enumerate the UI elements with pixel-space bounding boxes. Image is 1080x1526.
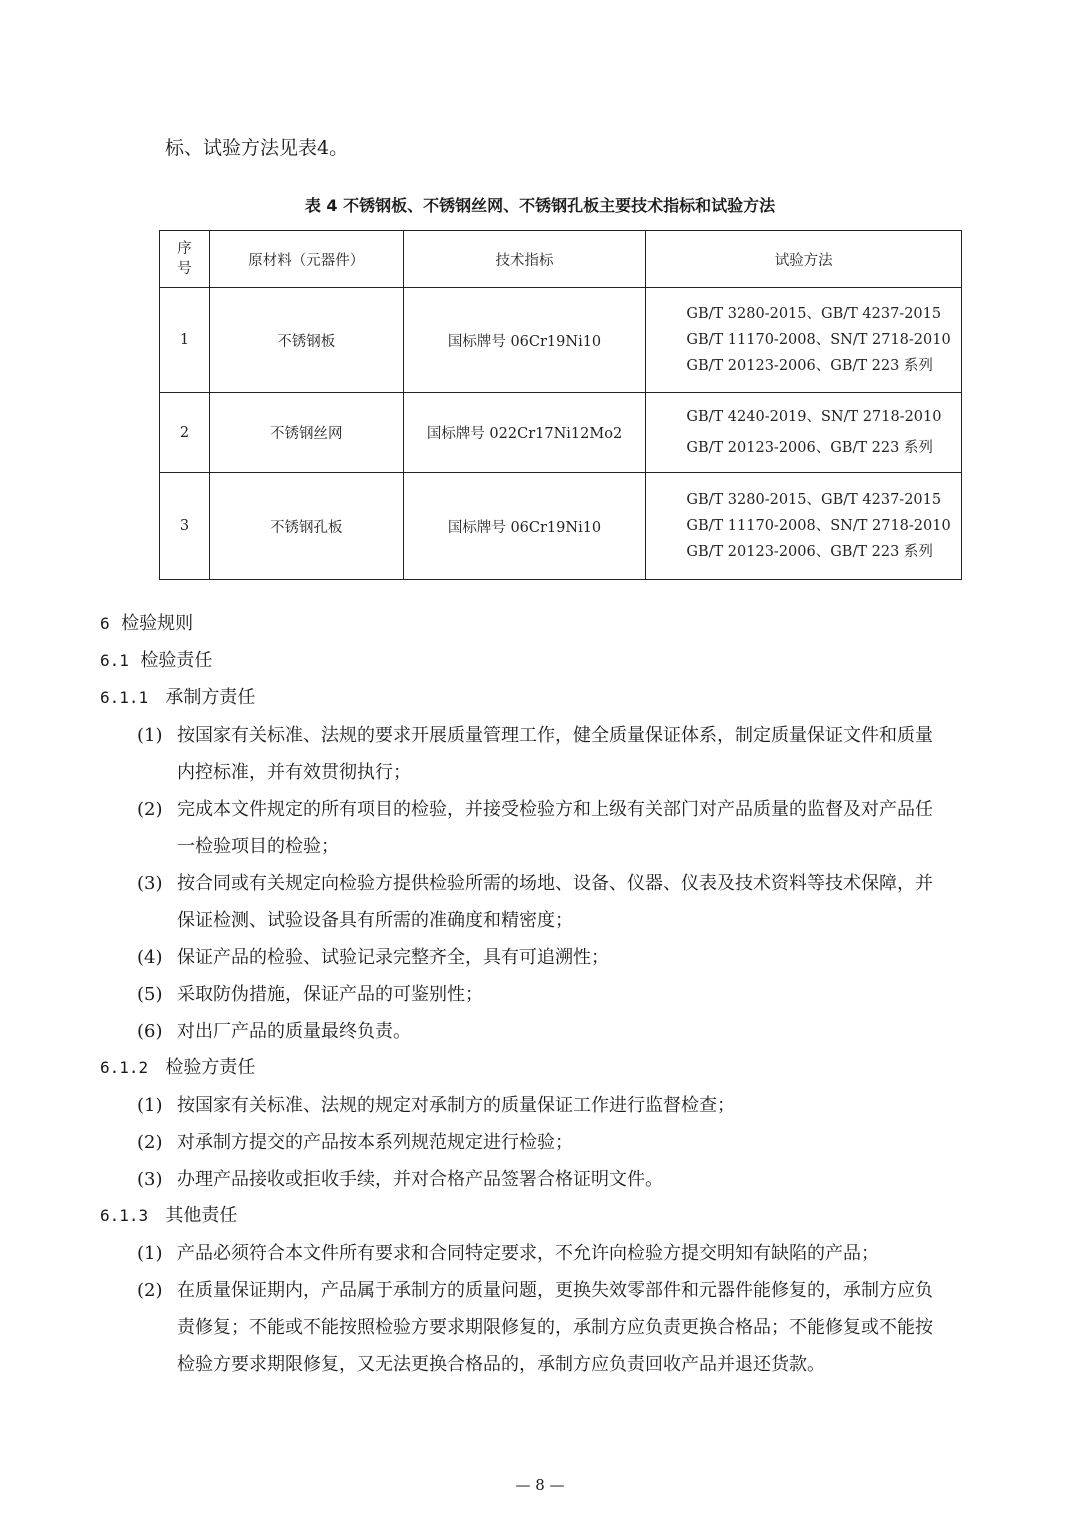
method-line: GB/T 20123-2006、GB/T 223 系列 xyxy=(686,544,933,560)
cell-method xyxy=(646,393,962,473)
table-caption: 表 4 不锈钢板、不锈钢丝网、不锈钢孔板主要技术指标和试验方法 xyxy=(304,196,776,215)
list-item: (5) 采取防伪措施，保证产品的可鉴别性； xyxy=(137,984,483,1005)
cell-seq: 2 xyxy=(160,393,210,473)
list-item: (2) 在质量保证期内，产品属于承制方的质量问题，更换失效零部件和元器件能修复的，承制方应负 责修复；不能或不能按照检验方要求期限修复的，承制方应负责更换合格品；不能修复或不能按 检验方要求期限修复，又无法更换合格品的，承制方应负责回收产品并退还货款。 xyxy=(137,1280,933,1375)
page-number: — 8 — xyxy=(515,1476,565,1494)
header-seq: 序号 xyxy=(160,231,210,288)
header-material: 原材料（元器件） xyxy=(209,231,403,288)
list-item: (1) 按国家有关标准、法规的要求开展质量管理工作，健全质量保证体系，制定质量保证文件和质量 内控标准，并有效贯彻执行； xyxy=(137,725,933,783)
section-6-1-heading: 6.1 检验责任 xyxy=(100,650,213,671)
spec-table xyxy=(159,230,962,580)
table-row xyxy=(160,288,962,393)
header-method: 试验方法 xyxy=(646,231,962,288)
list-item: (3) 办理产品接收或拒收手续，并对合格产品签署合格证明文件。 xyxy=(137,1169,663,1190)
section-6-1-1-heading: 6.1.1 承制方责任 xyxy=(100,687,256,708)
list-item: (1) 按国家有关标准、法规的规定对承制方的质量保证工作进行监督检查； xyxy=(137,1095,735,1116)
cell-material: 不锈钢板 xyxy=(209,288,403,393)
cell-spec: 国标牌号 06Cr19Ni10 xyxy=(403,288,646,393)
section-6-heading: 6 检验规则 xyxy=(100,613,194,634)
list-item: (2) 完成本文件规定的所有项目的检验，并接受检验方和上级有关部门对产品质量的监督及对产品任 一检验项目的检验； xyxy=(137,799,933,857)
method-line: GB/T 20123-2006、GB/T 223 系列 xyxy=(686,439,933,456)
method-line: GB/T 11170-2008、SN/T 2718-2010 xyxy=(686,332,951,348)
cell-method xyxy=(646,288,962,393)
method-line: GB/T 3280-2015、GB/T 4237-2015 xyxy=(686,306,942,322)
cell-seq: 1 xyxy=(160,288,210,393)
intro-text: 标、试验方法见表4。 xyxy=(165,137,349,159)
table-row xyxy=(160,393,962,473)
method-line: GB/T 20123-2006、GB/T 223 系列 xyxy=(686,358,933,374)
table-row xyxy=(160,473,962,580)
list-item: (2) 对承制方提交的产品按本系列规范规定进行检验； xyxy=(137,1132,573,1153)
method-line: GB/T 11170-2008、SN/T 2718-2010 xyxy=(686,518,951,534)
cell-spec: 国标牌号 06Cr19Ni10 xyxy=(403,473,646,580)
cell-seq: 3 xyxy=(160,473,210,580)
list-item: (4) 保证产品的检验、试验记录完整齐全，具有可追溯性； xyxy=(137,947,609,968)
cell-material: 不锈钢孔板 xyxy=(209,473,403,580)
table-header-row xyxy=(160,231,962,288)
list-item: (3) 按合同或有关规定向检验方提供检验所需的场地、设备、仪器、仪表及技术资料等技术保障，并 保证检测、试验设备具有所需的准确度和精密度； xyxy=(137,873,933,931)
cell-material: 不锈钢丝网 xyxy=(209,393,403,473)
header-spec: 技术指标 xyxy=(403,231,646,288)
section-6-1-2-heading: 6.1.2 检验方责任 xyxy=(100,1057,256,1078)
section-6-1-3-heading: 6.1.3 其他责任 xyxy=(100,1205,238,1226)
method-line: GB/T 3280-2015、GB/T 4237-2015 xyxy=(686,492,942,508)
list-item: (1) 产品必须符合本文件所有要求和合同特定要求，不允许向检验方提交明知有缺陷的产品； xyxy=(137,1243,879,1264)
cell-method xyxy=(646,473,962,580)
cell-spec: 国标牌号 022Cr17Ni12Mo2 xyxy=(403,393,646,473)
method-line: GB/T 4240-2019、SN/T 2718-2010 xyxy=(686,408,942,425)
list-item: (6) 对出厂产品的质量最终负责。 xyxy=(137,1021,411,1042)
